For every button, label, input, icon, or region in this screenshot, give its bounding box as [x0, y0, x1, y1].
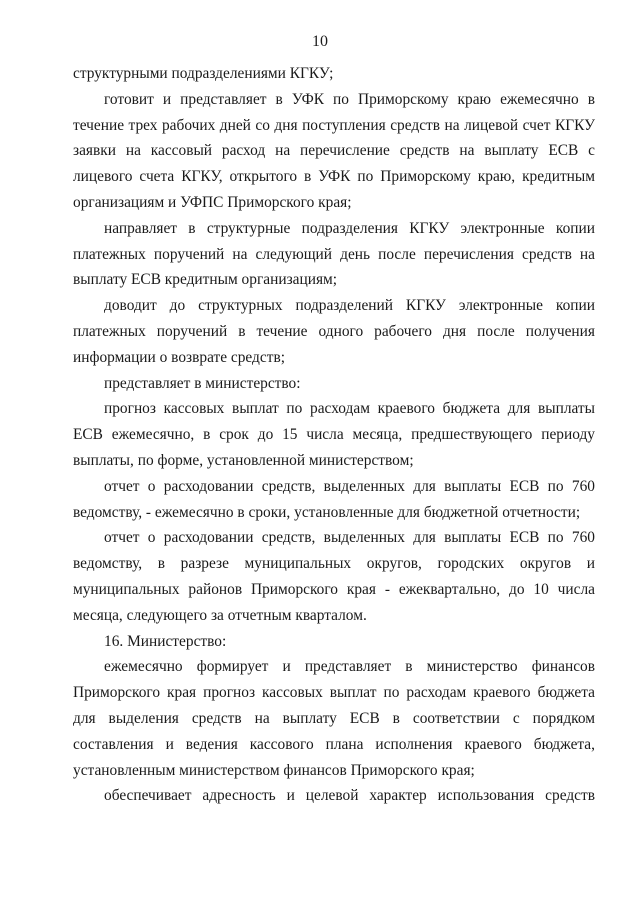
page-number: 10 — [312, 33, 328, 50]
paragraph-submits-to-ministry: представляет в министерство: — [104, 374, 301, 392]
section-16-heading: 16. Министерство: — [104, 632, 227, 650]
paragraph-ministry-forecast: ежемесячно формирует и представляет в министерство финансов Приморского края прогноз кассовых выплат по расходам краевого бюджета для выделения средств на выплату ЕСВ в соответствии с порядком составления и ведения кассового плана исполнения краевого бюджета, установленным министерством финансов Приморского края; — [73, 658, 595, 779]
document-body — [73, 61, 595, 809]
paragraph-ensures-targeting: обеспечивает адресность и целевой характер использования средств — [104, 787, 595, 805]
paragraph-monthly-report: отчет о расходовании средств, выделенных для выплаты ЕСВ по 760 ведомству, - ежемесячно в сроки, установленные для бюджетной отчетности; — [73, 477, 595, 521]
paragraph-payment-forecast: прогноз кассовых выплат по расходам краевого бюджета для выплаты ЕСВ ежемесячно, в срок до 15 числа месяца, предшествующего периоду выплаты, по форме, установленной министерством; — [73, 400, 595, 469]
paragraph-sends-copies: направляет в структурные подразделения КГКУ электронные копии платежных поручений на следующий день после перечисления средств на выплату ЕСВ кредитным организациям; — [73, 219, 595, 289]
paragraph-quarterly-report: отчет о расходовании средств, выделенных для выплаты ЕСВ по 760 ведомству, в разрезе муниципальных округов, городских округов и муниципальных районов Приморского края - ежеквартально, до 10 числа месяца, следующего за отчетным кварталом. — [73, 529, 595, 624]
paragraph-submits-requests: готовит и представляет в УФК по Приморскому краю ежемесячно в течение трех рабочих дней со дня поступления средств на лицевой счет КГКУ заявки на кассовый расход на перечисление средств на выплату ЕСВ с лицевого счета КГКУ, открытого в УФК по Приморскому краю, кредитным организациям и УФПС Приморского края; — [73, 90, 595, 211]
paragraph-delivers-copies: доводит до структурных подразделений КГКУ электронные копии платежных поручений в течение одного рабочего дня после получения информации о возврате средств; — [73, 297, 595, 366]
paragraph-continuation: структурными подразделениями КГКУ; — [73, 65, 334, 82]
